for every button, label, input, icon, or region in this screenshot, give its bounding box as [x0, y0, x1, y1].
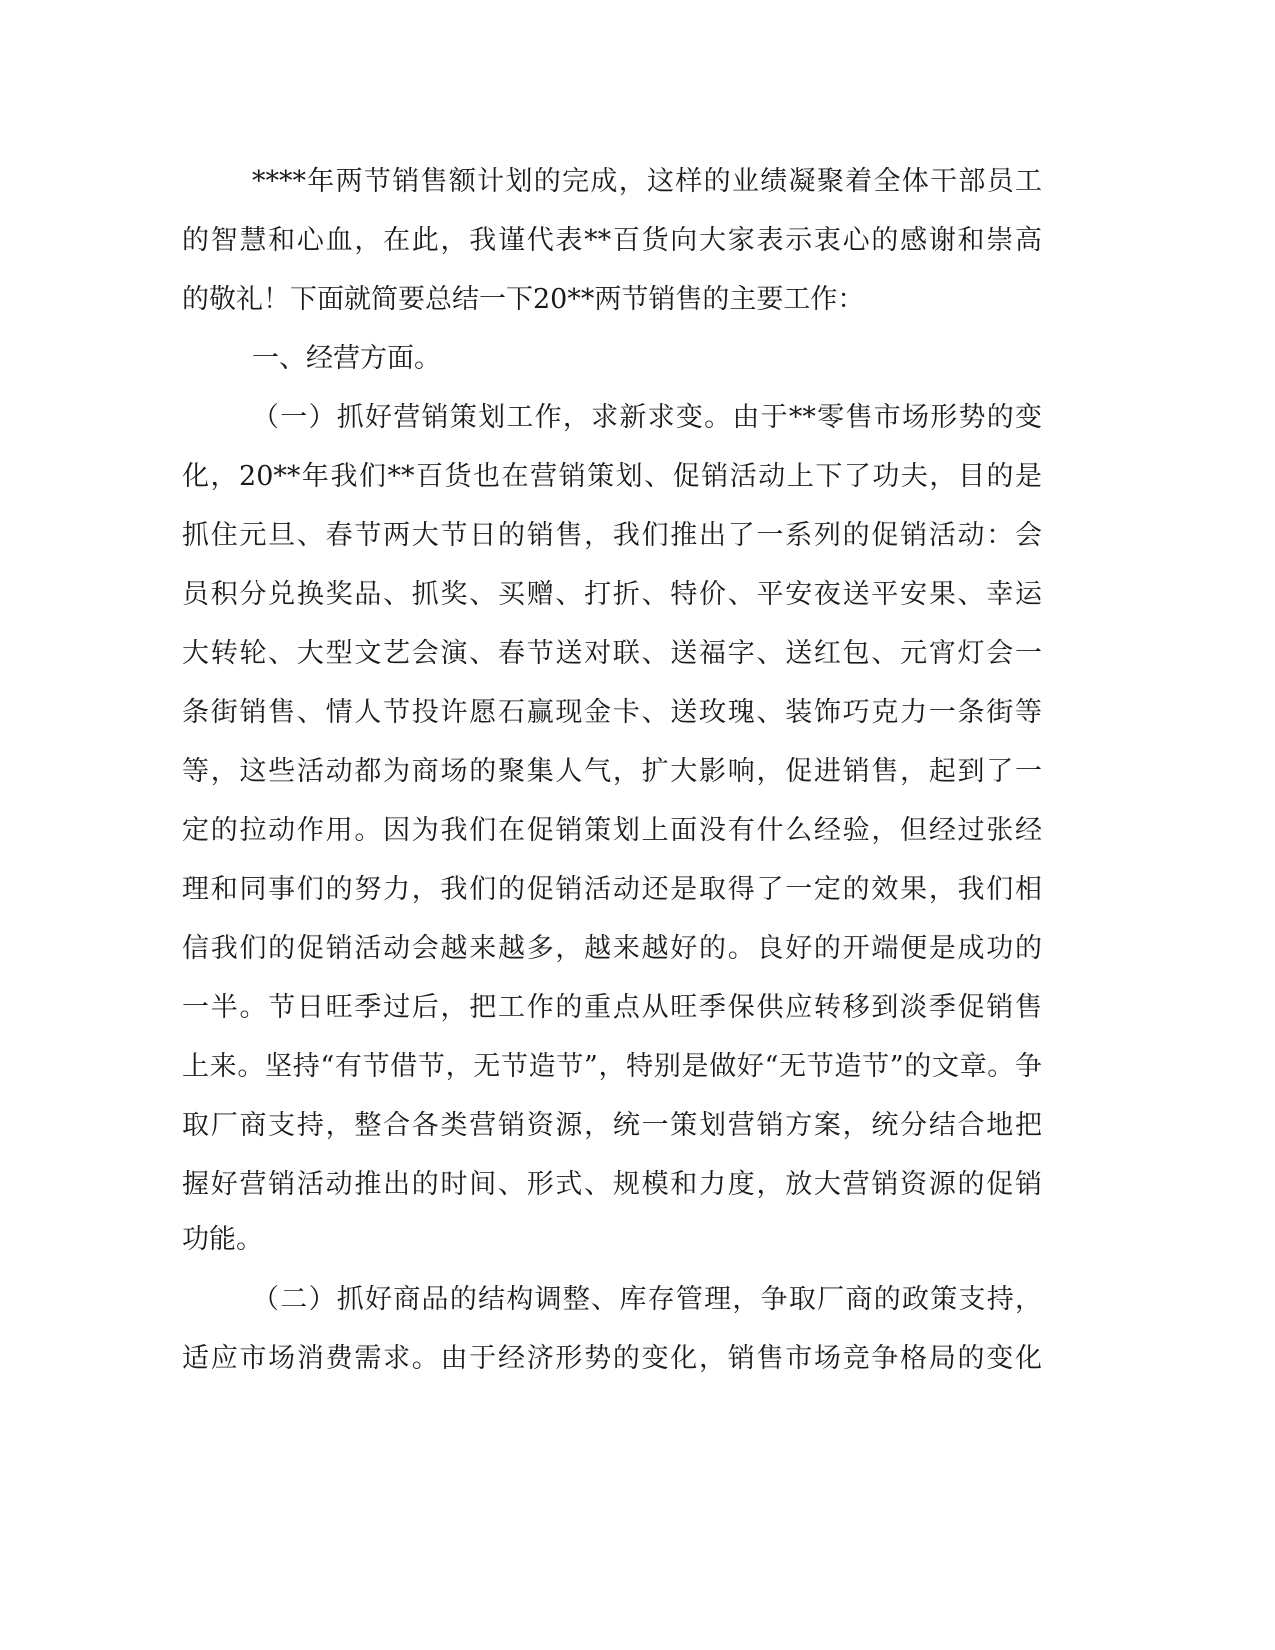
text-line: 等，这些活动都为商场的聚集人气，扩大影响，促进销售，起到了一 [182, 756, 1042, 787]
text-line: ****年两节销售额计划的完成，这样的业绩凝聚着全体干部员工 [252, 166, 1042, 197]
text-line: 的智慧和心血，在此，我谨代表**百货向大家表示衷心的感谢和崇高 [182, 225, 1042, 256]
subsection-heading-line: （二）抓好商品的结构调整、库存管理，争取厂商的政策支持， [252, 1284, 1042, 1315]
text-line: 适应市场消费需求。由于经济形势的变化，销售市场竞争格局的变化 [182, 1343, 1042, 1374]
text-line: 条街销售、情人节投许愿石赢现金卡、送玫瑰、装饰巧克力一条街等 [182, 697, 1042, 728]
text-line: 功能。 [182, 1224, 263, 1255]
text-line: 化，20**年我们**百货也在营销策划、促销活动上下了功夫，目的是 [182, 461, 1042, 492]
text-line: 大转轮、大型文艺会演、春节送对联、送福字、送红包、元宵灯会一 [182, 638, 1042, 669]
text-line: 握好营销活动推出的时间、形式、规模和力度，放大营销资源的促销 [182, 1169, 1042, 1200]
text-line: 取厂商支持，整合各类营销资源，统一策划营销方案，统分结合地把 [182, 1110, 1042, 1141]
text-line: 信我们的促销活动会越来越多，越来越好的。良好的开端便是成功的 [182, 933, 1042, 964]
text-line: 抓住元旦、春节两大节日的销售，我们推出了一系列的促销活动：会 [182, 520, 1042, 551]
text-line: 上来。坚持“有节借节，无节造节”，特别是做好“无节造节”的文章。争 [182, 1051, 1042, 1082]
text-line: 定的拉动作用。因为我们在促销策划上面没有什么经验，但经过张经 [182, 815, 1042, 846]
text-line: 的敬礼！下面就简要总结一下20**两节销售的主要工作： [182, 284, 865, 315]
text-line: 员积分兑换奖品、抓奖、买赠、打折、特价、平安夜送平安果、幸运 [182, 579, 1042, 610]
section-heading: 一、经营方面。 [252, 343, 441, 374]
text-line: 一半。节日旺季过后，把工作的重点从旺季保供应转移到淡季促销售 [182, 992, 1042, 1023]
text-line: 理和同事们的努力，我们的促销活动还是取得了一定的效果，我们相 [182, 874, 1042, 905]
subsection-heading-line: （一）抓好营销策划工作，求新求变。由于**零售市场形势的变 [252, 402, 1042, 433]
